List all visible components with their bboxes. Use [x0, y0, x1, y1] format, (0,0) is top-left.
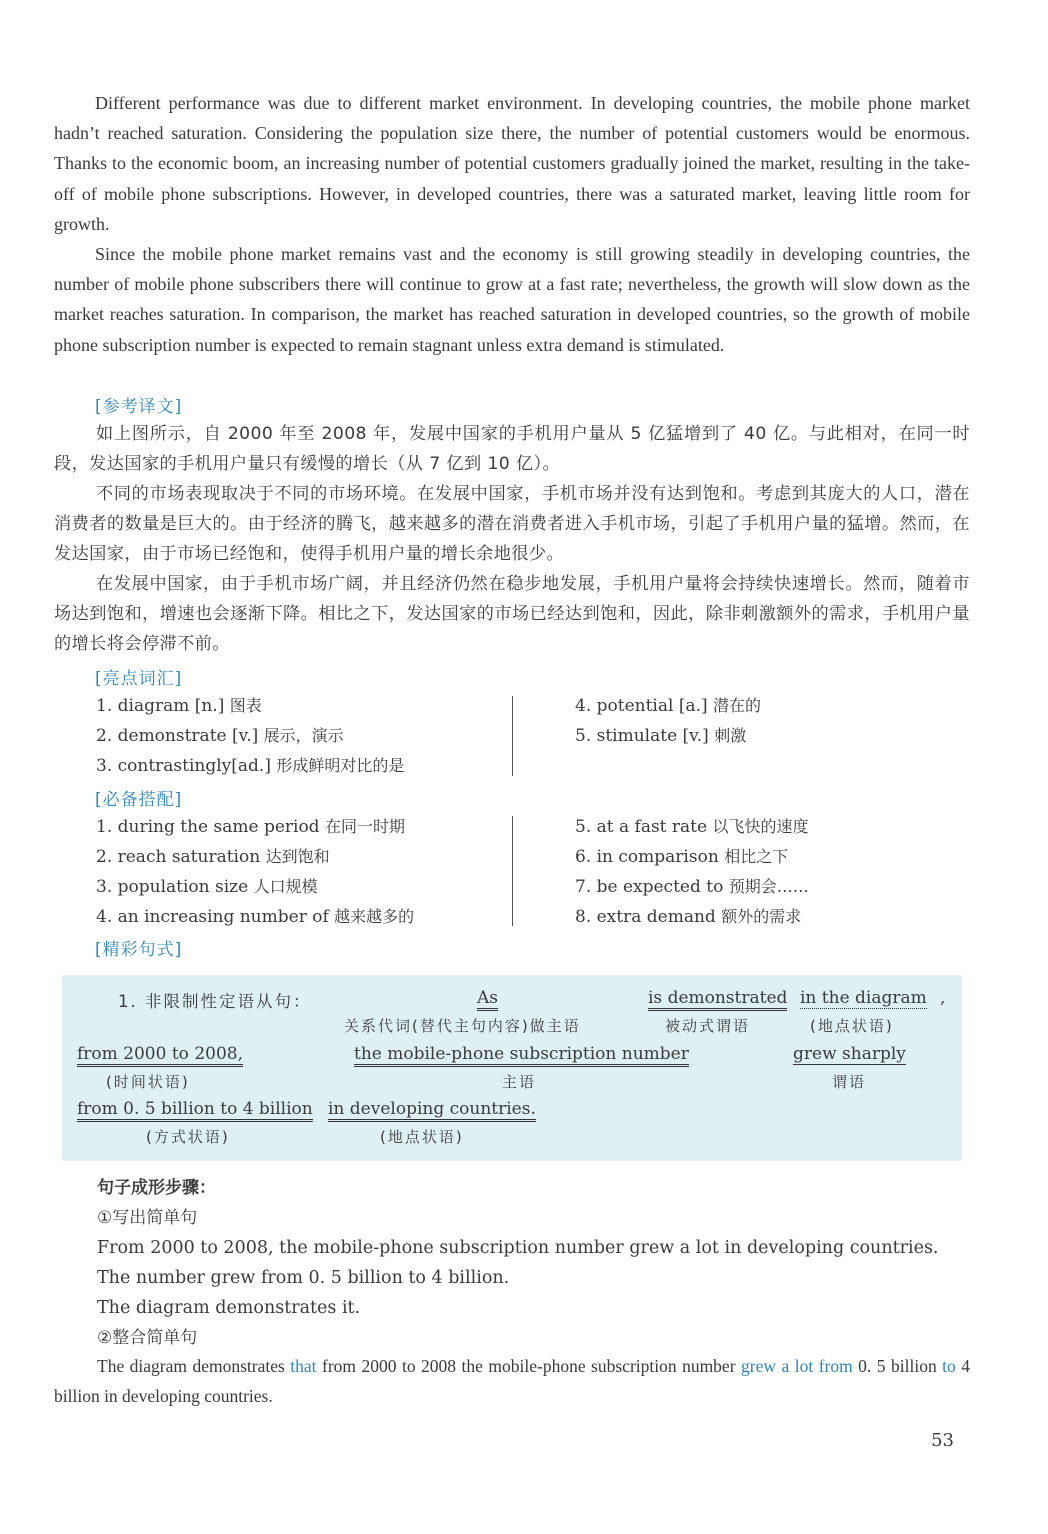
- vocabulary-heading: [亮点词汇]: [95, 669, 183, 689]
- manner-adverbial: from 0. 5 billion to 4 billion: [77, 1099, 313, 1122]
- translation-heading: [参考译文]: [95, 397, 183, 417]
- vocab-item: 4. potential [a.] 潜在的: [575, 696, 762, 716]
- page-number: 53: [931, 1430, 954, 1451]
- vocabulary-divider: [512, 696, 513, 776]
- comma: ,: [940, 988, 946, 1008]
- collocation-item: 3. population size 人口规模: [96, 877, 318, 897]
- steps-heading: 句子成形步骤：: [97, 1178, 216, 1198]
- simple-sentence: The number grew from 0. 5 billion to 4 billion.: [97, 1268, 510, 1288]
- sentences-heading: [精彩句式]: [95, 940, 183, 960]
- collocation-item: 1. during the same period 在同一时期: [96, 817, 405, 837]
- collocation-item: 4. an increasing number of 越来越多的: [96, 907, 415, 927]
- translation-paragraph-3: 在发展中国家，由于手机市场广阔，并且经济仍然在稳步地发展，手机用户量将会持续快速增长。然而，随着市场达到饱和，增速也会逐渐下降。相比之下，发达国家的市场已经达到饱和，因此，除非刺激额外的需求，手机用户量的增长将会停滞不前。: [54, 574, 970, 655]
- analysis-title: 1. 非限制性定语从句：: [118, 992, 312, 1011]
- simple-sentence: From 2000 to 2008, the mobile-phone subscription number grew a lot in developing countries.: [97, 1238, 939, 1258]
- collocations-divider: [512, 816, 513, 926]
- vocabulary-right-list: [575, 691, 761, 751]
- sentence-analysis-box: [62, 975, 962, 1161]
- highlight-that: that: [290, 1356, 317, 1376]
- english-paragraph-1: Different performance was due to different market environment. In developing countries, the mobile phone market hadn’t reached saturation. Considering the population size there, the number of potential customers would be enormous. Thanks to the economic boom, an increasing number of potential customers gradually joined the market, resulting in the take-off of mobile phone subscriptions. However, in developed countries, there was a saturated market, leaving little room for growth.: [54, 93, 970, 234]
- predicate: grew sharply: [793, 1044, 906, 1064]
- predicate-label: 谓语: [832, 1073, 867, 1091]
- vocab-item: 5. stimulate [v.] 刺激: [575, 726, 747, 746]
- vocab-item: 3. contrastingly[ad.] 形成鲜明对比的是: [96, 756, 405, 776]
- subject: the mobile-phone subscription number: [354, 1044, 689, 1067]
- collocations-left-list: [96, 812, 414, 932]
- manner-adverbial-label: (方式状语): [146, 1128, 230, 1146]
- place-adverbial-2-label: (地点状语): [380, 1128, 464, 1146]
- sentence-steps: [97, 1173, 939, 1353]
- translation-paragraph-2: 不同的市场表现取决于不同的市场环境。在发展中国家，手机市场并没有达到饱和。考虑到其庞大的人口，潜在消费者的数量是巨大的。由于经济的腾飞，越来越多的潜在消费者进入手机市场，引起了手机用户量的猛增。然而，在发达国家，由于市场已经饱和，使得手机用户量的增长余地很少。: [54, 484, 970, 565]
- passive-predicate: is demonstrated: [648, 988, 787, 1011]
- place-adverbial-1-label: (地点状语): [810, 1017, 894, 1035]
- vocabulary-left-list: [96, 691, 404, 781]
- place-adverbial-2: in developing countries.: [328, 1099, 536, 1122]
- translation-paragraph-1: 如上图所示，自 2000 年至 2008 年，发展中国家的手机用户量从 5 亿猛增到了 40 亿。与此相对，在同一时段，发达国家的手机用户量只有缓慢的增长（从 7 亿到 10 亿）。: [54, 424, 970, 475]
- subject-label: 主语: [502, 1073, 537, 1091]
- combined-sentence: The diagram demonstrates that from 2000 to 2008 the mobile-phone subscription number grew a lot from 0. 5 billion to 4 billion in developing countries.: [54, 1356, 971, 1407]
- time-adverbial: from 2000 to 2008,: [77, 1044, 243, 1067]
- time-adverbial-label: (时间状语): [106, 1073, 190, 1091]
- passive-predicate-label: 被动式谓语: [665, 1017, 751, 1035]
- step-2-label: ②整合简单句: [97, 1328, 198, 1348]
- relative-pronoun-label: 关系代词(替代主句内容)做主语: [344, 1017, 581, 1035]
- english-paragraph-2: Since the mobile phone market remains vast and the economy is still growing steadily in developing countries, the number of mobile phone subscribers there will continue to grow at a fast rate; nevertheless, the growth will slow down as the market reaches saturation. In comparison, the market has reached saturation in developed countries, so the growth of mobile phone subscription number is expected to remain stagnant unless extra demand is stimulated.: [54, 244, 970, 355]
- highlight-to: to: [942, 1356, 956, 1376]
- collocation-item: 5. at a fast rate 以飞快的速度: [575, 817, 809, 837]
- place-adverbial-1: in the diagram: [800, 988, 927, 1008]
- collocation-item: 6. in comparison 相比之下: [575, 847, 789, 867]
- highlight-from: from: [818, 1356, 853, 1376]
- step-1-label: ①写出简单句: [97, 1208, 198, 1228]
- vocab-item: 2. demonstrate [v.] 展示，演示: [96, 726, 344, 746]
- collocation-item: 2. reach saturation 达到饱和: [96, 847, 330, 867]
- collocations-heading: [必备搭配]: [95, 790, 183, 810]
- collocation-item: 8. extra demand 额外的需求: [575, 907, 802, 927]
- relative-pronoun-as: As: [477, 988, 498, 1011]
- vocab-item: 1. diagram [n.] 图表: [96, 696, 262, 716]
- collocation-item: 7. be expected to 预期会……: [575, 877, 809, 897]
- simple-sentence: The diagram demonstrates it.: [97, 1298, 361, 1318]
- highlight-grew-a-lot: grew a lot: [741, 1356, 814, 1376]
- collocations-right-list: [575, 812, 809, 932]
